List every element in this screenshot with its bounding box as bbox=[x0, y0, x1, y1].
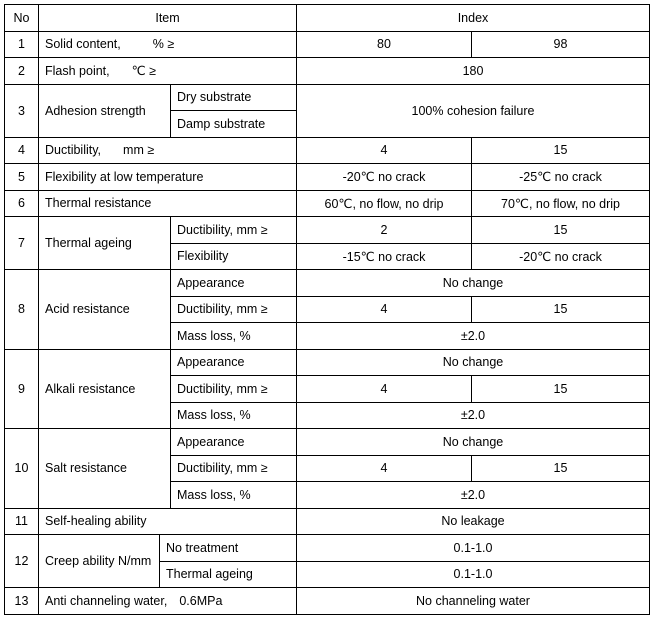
item-label: Salt resistance bbox=[39, 429, 171, 509]
item-label-text: Flash point, bbox=[45, 64, 110, 79]
item-label bbox=[39, 588, 297, 615]
sub-item-label: Thermal ageing bbox=[160, 561, 297, 588]
spec-table bbox=[4, 4, 650, 615]
sub-item-label: No treatment bbox=[160, 535, 297, 562]
sub-item-label: Appearance bbox=[171, 349, 297, 376]
table-row bbox=[5, 137, 650, 164]
row-number: 8 bbox=[5, 270, 39, 350]
item-label: Thermal resistance bbox=[39, 190, 297, 217]
index-value: ±2.0 bbox=[297, 323, 650, 350]
item-label: Thermal ageing bbox=[39, 217, 171, 270]
row-number: 10 bbox=[5, 429, 39, 509]
index-value: 180 bbox=[297, 58, 650, 85]
item-label bbox=[39, 58, 297, 85]
item-label bbox=[39, 137, 297, 164]
sub-item-label: Ductibility, mm ≥ bbox=[171, 455, 297, 482]
index-value-1: 60℃, no flow, no drip bbox=[297, 190, 472, 217]
row-number: 9 bbox=[5, 349, 39, 429]
index-value: No change bbox=[297, 429, 650, 456]
row-number: 5 bbox=[5, 164, 39, 191]
index-value-2: -25℃ no crack bbox=[472, 164, 650, 191]
item-label: Flexibility at low temperature bbox=[39, 164, 297, 191]
index-value: 0.1-1.0 bbox=[297, 535, 650, 562]
row-number: 12 bbox=[5, 535, 39, 588]
row-number: 2 bbox=[5, 58, 39, 85]
item-label: Alkali resistance bbox=[39, 349, 171, 429]
index-value-1: -15℃ no crack bbox=[297, 243, 472, 270]
item-label: Acid resistance bbox=[39, 270, 171, 350]
item-label-text: Anti channeling water, bbox=[45, 593, 168, 608]
index-value-2: 15 bbox=[472, 296, 650, 323]
index-value-1: 4 bbox=[297, 376, 472, 403]
index-value: ±2.0 bbox=[297, 482, 650, 509]
index-value-1: 4 bbox=[297, 296, 472, 323]
index-value-1: 4 bbox=[297, 455, 472, 482]
table-row bbox=[5, 508, 650, 535]
table-row bbox=[5, 349, 650, 376]
item-unit: mm ≥ bbox=[123, 143, 155, 158]
table-row bbox=[5, 535, 650, 562]
index-value-1: -20℃ no crack bbox=[297, 164, 472, 191]
row-number: 7 bbox=[5, 217, 39, 270]
item-label: Self-healing ability bbox=[39, 508, 297, 535]
index-value-2: 15 bbox=[472, 217, 650, 244]
item-label bbox=[39, 31, 297, 58]
row-number: 3 bbox=[5, 84, 39, 137]
sub-item-label: Mass loss, % bbox=[171, 402, 297, 429]
row-number: 6 bbox=[5, 190, 39, 217]
sub-item-label: Mass loss, % bbox=[171, 323, 297, 350]
table-row bbox=[5, 84, 650, 111]
index-value-2: -20℃ no crack bbox=[472, 243, 650, 270]
table-row bbox=[5, 270, 650, 297]
row-number: 1 bbox=[5, 31, 39, 58]
item-label: Creep ability N/mm bbox=[39, 535, 160, 588]
table-row bbox=[5, 164, 650, 191]
index-value-2: 15 bbox=[472, 376, 650, 403]
item-label-text: Solid content, bbox=[45, 37, 121, 52]
header-no: No bbox=[5, 5, 39, 32]
index-value-2: 70℃, no flow, no drip bbox=[472, 190, 650, 217]
item-unit: % ≥ bbox=[152, 37, 175, 52]
sub-item-label: Appearance bbox=[171, 429, 297, 456]
table-row bbox=[5, 190, 650, 217]
sub-item-label: Ductibility, mm ≥ bbox=[171, 376, 297, 403]
index-value: ±2.0 bbox=[297, 402, 650, 429]
index-value: 100% cohesion failure bbox=[297, 84, 650, 137]
index-value-2: 15 bbox=[472, 137, 650, 164]
item-unit: ℃ ≥ bbox=[131, 64, 156, 79]
item-unit: 0.6MPa bbox=[179, 593, 223, 608]
table-row bbox=[5, 217, 650, 244]
sub-item-label: Dry substrate bbox=[171, 84, 297, 111]
table-row bbox=[5, 31, 650, 58]
header-item: Item bbox=[39, 5, 297, 32]
table-row bbox=[5, 58, 650, 85]
index-value-1: 2 bbox=[297, 217, 472, 244]
sub-item-label: Ductibility, mm ≥ bbox=[171, 296, 297, 323]
row-number: 13 bbox=[5, 588, 39, 615]
sub-item-label: Appearance bbox=[171, 270, 297, 297]
index-value: No leakage bbox=[297, 508, 650, 535]
table-row bbox=[5, 429, 650, 456]
sub-item-label: Ductibility, mm ≥ bbox=[171, 217, 297, 244]
index-value-2: 98 bbox=[472, 31, 650, 58]
item-label-text: Ductibility, bbox=[45, 143, 102, 158]
table-row bbox=[5, 588, 650, 615]
header-row bbox=[5, 5, 650, 32]
index-value: No change bbox=[297, 270, 650, 297]
sub-item-label: Mass loss, % bbox=[171, 482, 297, 509]
index-value: No channeling water bbox=[297, 588, 650, 615]
index-value: 0.1-1.0 bbox=[297, 561, 650, 588]
index-value: No change bbox=[297, 349, 650, 376]
index-value-1: 80 bbox=[297, 31, 472, 58]
sub-item-label: Flexibility bbox=[171, 243, 297, 270]
item-label: Adhesion strength bbox=[39, 84, 171, 137]
row-number: 11 bbox=[5, 508, 39, 535]
index-value-1: 4 bbox=[297, 137, 472, 164]
index-value-2: 15 bbox=[472, 455, 650, 482]
header-index: Index bbox=[297, 5, 650, 32]
row-number: 4 bbox=[5, 137, 39, 164]
sub-item-label: Damp substrate bbox=[171, 111, 297, 138]
